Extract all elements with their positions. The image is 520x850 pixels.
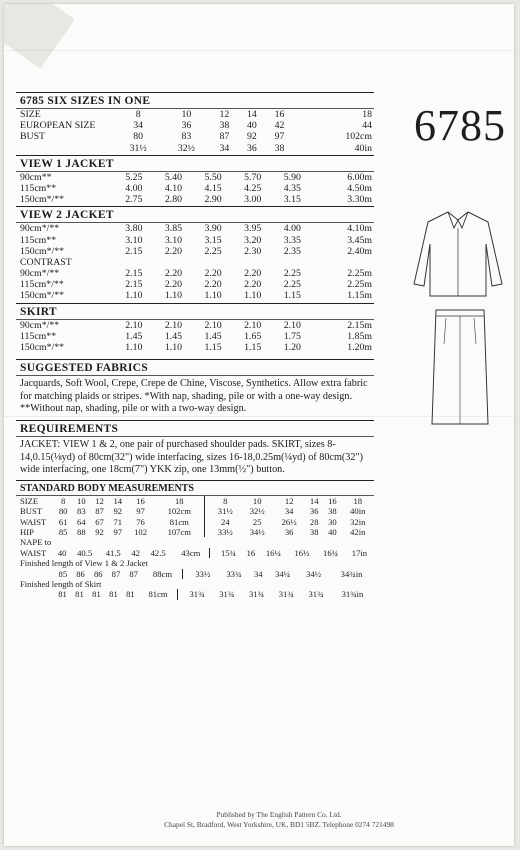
table-cell: 2.10 (204, 319, 222, 331)
publisher-line-2: Chapel St, Bradford, West Yorkshire, UK, BD1 5BZ. Telephone 0274 721498 (164, 820, 394, 829)
table-cell: 34¾in (340, 568, 363, 579)
table-row (16, 235, 374, 246)
table-cell: 83 (181, 131, 192, 143)
table-cell: 40.5 (77, 547, 93, 558)
table-row (16, 279, 374, 290)
table-cell: 61 (58, 516, 68, 527)
table-cell: 97 (113, 527, 123, 538)
skirt-sketch-icon (422, 304, 498, 434)
table-cell: 1.10 (125, 290, 143, 302)
table-cell: WAIST (20, 547, 47, 558)
table-cell (16, 569, 54, 579)
table-cell: 8 (135, 109, 141, 120)
publisher-info (134, 810, 424, 830)
table-cell: 31½ (129, 142, 147, 154)
table-cell: 34¼ (275, 568, 291, 579)
pattern-info-sheet (16, 92, 374, 600)
table-cell: 85 (58, 527, 68, 538)
fabrics-heading: SUGGESTED FABRICS (16, 359, 374, 376)
table-cell: 5.40 (164, 171, 183, 183)
table-cell: 10 (252, 495, 262, 506)
table-cell: 31¾ (249, 589, 265, 600)
table-cell: 10 (181, 109, 192, 120)
table-cell: 15¾ (220, 547, 236, 558)
table-cell: 2.10 (283, 319, 301, 331)
table-cell: 31¾ (219, 589, 235, 600)
table-row (16, 496, 374, 506)
table-cell: SIZE (20, 495, 39, 506)
table-cell: 150cm*/** (20, 342, 65, 354)
table-cell: 150cm*/** (20, 194, 65, 206)
torn-corner (4, 4, 75, 69)
table-cell: 2.25m (347, 268, 372, 280)
table-cell: 40in (354, 142, 372, 154)
table-cell: 31¾ (189, 589, 205, 600)
table-cell: 42 (131, 547, 140, 558)
table-cell: 1.65 (244, 330, 262, 342)
table-cell: 2.80 (164, 194, 183, 206)
table-cell: 81 (109, 589, 118, 600)
table-cell: 2.25 (283, 279, 301, 291)
table-cell: 18 (353, 495, 363, 506)
table-cell: 1.20 (283, 342, 301, 354)
publisher-line-1: Published by The English Pattern Co. Ltd. (216, 810, 342, 819)
table-cell: 42 (274, 120, 285, 132)
table-cell: 1.85m (347, 330, 372, 342)
view1-heading: VIEW 1 JACKET (16, 155, 374, 172)
table-cell: 4.10 (164, 183, 183, 195)
table-row (16, 527, 374, 537)
table-cell: 6.00m (347, 171, 372, 183)
table-cell: 2.75 (125, 194, 143, 206)
contrast-table (16, 268, 374, 302)
table-row (16, 246, 374, 257)
table-cell: 1.45 (204, 330, 222, 342)
table-cell: 115cm** (20, 330, 57, 342)
table-cell: 102 (134, 527, 147, 538)
table-row (16, 548, 374, 558)
table-cell: 97 (274, 131, 285, 143)
table-cell: 14 (113, 495, 123, 506)
table-cell: 4.25 (244, 183, 262, 195)
table-cell: 28 (309, 516, 319, 527)
table-cell: 150cm*/** (20, 245, 65, 257)
table-cell: 33½ (217, 527, 233, 538)
table-cell: 40 (57, 547, 67, 558)
table-cell: 115cm** (20, 183, 57, 195)
table-cell: 1.20m (347, 342, 372, 354)
table-cell: 3.30m (347, 194, 372, 206)
table-cell: 33¾ (226, 568, 242, 579)
table-cell: 1.75 (283, 330, 301, 342)
table-cell: 16 (274, 109, 285, 120)
table-cell: 2.20 (164, 245, 183, 257)
table-cell: 31¾ (278, 589, 294, 600)
table-cell: 16 (136, 495, 145, 506)
table-cell: 3.20 (244, 234, 262, 246)
table-cell: 38 (309, 527, 319, 538)
table-cell: 16 (328, 495, 337, 506)
table-cell: 33½ (195, 568, 211, 579)
table-cell: 40 (328, 527, 337, 538)
table-cell: 87 (129, 568, 138, 579)
table-cell: 16¼ (265, 547, 281, 558)
table-cell: 71 (113, 516, 123, 527)
table-cell: 4.10m (347, 223, 372, 235)
table-cell: 18 (174, 495, 184, 506)
table-cell: 92 (113, 506, 123, 517)
table-cell: 14 (309, 495, 319, 506)
table-cell: 1.10 (204, 290, 222, 302)
table-cell: 8 (60, 495, 66, 506)
table-cell: 5.50 (204, 171, 222, 183)
table-cell: 4.00 (283, 223, 301, 235)
table-cell: 3.10 (164, 234, 183, 246)
table-cell: 83 (77, 506, 86, 517)
table-cell: 36 (284, 527, 294, 538)
table-cell: 88 (77, 527, 86, 538)
table-row (16, 320, 374, 331)
table-cell: 87 (111, 568, 121, 579)
skirt-table (16, 320, 374, 354)
table-row (16, 143, 374, 154)
table-cell: 2.90 (204, 194, 222, 206)
table-cell: 16 (246, 547, 256, 558)
table-cell: 3.80 (125, 223, 143, 235)
table-cell: 107cm (167, 527, 191, 538)
table-cell (16, 589, 54, 599)
table-cell: 38 (219, 120, 230, 132)
table-cell: 2.30 (244, 245, 262, 257)
table-cell: 2.20 (164, 279, 183, 291)
measurements-table (16, 496, 374, 538)
table-row (16, 589, 374, 599)
table-cell: 2.20 (244, 279, 262, 291)
table-row (16, 290, 374, 301)
table-row (16, 194, 374, 205)
table-cell: 81 (92, 589, 101, 600)
table-cell: 2.40m (347, 245, 372, 257)
table-cell: 87 (219, 131, 230, 143)
nape-label: NAPE to (20, 537, 52, 548)
table-cell: 12 (219, 109, 230, 120)
jacket-length-label: Finished length of View 1 & 2 Jacket (20, 558, 148, 569)
table-row (16, 331, 374, 342)
table-row (16, 109, 374, 120)
table-cell: 2.15 (125, 268, 143, 280)
view2-heading: VIEW 2 JACKET (16, 206, 374, 223)
table-cell: 16½ (294, 547, 310, 558)
table-cell: HIP (20, 527, 34, 538)
table-cell: 5.70 (244, 171, 262, 183)
table-cell: WAIST (20, 516, 47, 527)
table-cell: 1.15 (244, 342, 262, 354)
table-cell: 92 (95, 527, 104, 538)
skirt-length-label: Finished length of Skirt (20, 579, 102, 590)
table-cell: 64 (77, 516, 86, 527)
table-cell: 32in (350, 516, 366, 527)
table-cell (16, 143, 114, 154)
table-cell: 12 (95, 495, 104, 506)
table-row (16, 506, 374, 516)
table-cell: 14 (247, 109, 257, 120)
table-cell: 38 (328, 506, 337, 517)
table-cell: 92 (247, 131, 257, 143)
table-cell: 1.45 (164, 330, 183, 342)
table-cell: BUST (20, 506, 42, 517)
pattern-envelope-back (4, 4, 514, 846)
table-cell: 2.20 (244, 268, 262, 280)
table-cell: 115cm*/** (20, 279, 64, 291)
table-cell: 76 (136, 516, 145, 527)
table-cell: 4.35 (283, 183, 301, 195)
fabrics-text: Jacquards, Soft Wool, Crepe, Crepe de Chine, Viscose, Synthetics. Allow extra fabric for matching plaids or stripes. *With nap, shading, pile or with a one-way design. **Without nap, shading, pile or with a two-way design. (20, 378, 368, 415)
table-row (16, 183, 374, 194)
table-row (16, 517, 374, 527)
table-cell: 34 (284, 506, 294, 517)
table-cell: 10 (77, 495, 86, 506)
table-cell: 3.90 (204, 223, 222, 235)
table-cell: 81 (58, 589, 67, 600)
table-cell: 31¾ (308, 589, 324, 600)
table-cell: 18 (362, 109, 372, 120)
table-cell: 86 (76, 568, 85, 579)
table-cell: 102cm (345, 131, 372, 143)
table-cell: 31½ (217, 506, 233, 517)
table-cell: 1.15 (204, 342, 222, 354)
table-cell: EUROPEAN SIZE (20, 120, 96, 132)
table-cell: 34 (253, 568, 263, 579)
table-row (16, 342, 374, 353)
table-cell: 81 (75, 589, 84, 600)
table-cell: 1.10 (164, 342, 183, 354)
table-cell: 34½ (306, 568, 322, 579)
contrast-label: CONTRAST (20, 257, 72, 269)
table-cell: 115cm** (20, 234, 57, 246)
table-cell: 1.45 (125, 330, 143, 342)
table-cell: 12 (284, 495, 294, 506)
table-cell: 2.15m (347, 319, 372, 331)
table-cell: 90cm** (20, 171, 52, 183)
table-cell: 36 (247, 142, 257, 154)
table-cell: 41.5 (105, 547, 121, 558)
table-cell: 24 (221, 516, 230, 527)
table-cell: 3.95 (244, 223, 262, 235)
table-cell: 5.25 (125, 171, 143, 183)
table-cell: 2.25 (204, 245, 222, 257)
table-cell: 44 (362, 120, 372, 132)
table-cell: 16¾ (323, 547, 339, 558)
table-cell: 3.10 (125, 234, 143, 246)
table-row (16, 223, 374, 234)
table-cell: 2.35 (283, 245, 301, 257)
table-cell: 4.00 (125, 183, 143, 195)
table-cell: 2.20 (204, 268, 222, 280)
table-cell: 81 (126, 589, 135, 600)
table-row (16, 569, 374, 579)
table-cell: 1.10 (164, 290, 183, 302)
table-cell: 17in (351, 547, 368, 558)
table-cell: 3.45m (347, 234, 372, 246)
table-cell: 5.90 (283, 171, 301, 183)
table-row (16, 172, 374, 183)
table-cell: 2.10 (164, 319, 183, 331)
table-cell: 85 (58, 568, 68, 579)
table-cell: 1.10 (125, 342, 143, 354)
table-cell: 88cm (152, 568, 172, 579)
table-cell: 32½ (249, 506, 265, 517)
jacket-sketch-icon (408, 204, 508, 304)
table-cell: 97 (136, 506, 145, 517)
table-cell: 2.20 (164, 268, 183, 280)
table-cell: 67 (95, 516, 104, 527)
table-cell: 34½ (249, 527, 265, 538)
table-cell: 2.25m (347, 279, 372, 291)
table-cell: 4.50m (347, 183, 372, 195)
table-cell: 3.15 (204, 234, 222, 246)
table-cell: 90cm*/** (20, 268, 60, 280)
table-cell: 42.5 (150, 547, 166, 558)
table-cell: 25 (252, 516, 262, 527)
requirements-heading: REQUIREMENTS (16, 420, 374, 437)
table-cell: 86 (93, 568, 103, 579)
table-cell: 87 (95, 506, 104, 517)
table-cell: 1.15m (347, 290, 372, 302)
table-row (16, 268, 374, 279)
nape-waist-table (16, 548, 374, 558)
table-cell: 90cm*/** (20, 223, 60, 235)
table-cell: 150cm*/** (20, 290, 65, 302)
table-cell: 2.10 (244, 319, 262, 331)
table-cell: 31¾in (341, 589, 364, 600)
sizes-table (16, 109, 374, 154)
table-cell: 80 (58, 506, 68, 517)
table-cell: 34 (133, 120, 144, 132)
table-cell: 40 (247, 120, 257, 132)
table-cell: 3.85 (164, 223, 183, 235)
table-cell: 36 (309, 506, 319, 517)
table-cell: 8 (223, 495, 228, 506)
table-cell: 1.15 (283, 290, 301, 302)
table-cell: 2.10 (125, 319, 143, 331)
table-cell: 4.15 (204, 183, 222, 195)
table-cell: 43cm (181, 547, 201, 558)
table-cell: 81cm (169, 516, 189, 527)
table-row (16, 131, 374, 142)
table-cell: 2.25 (283, 268, 301, 280)
table-cell: 2.15 (125, 245, 143, 257)
table-cell: 90cm*/** (20, 319, 60, 331)
view1-table (16, 172, 374, 206)
table-cell: 3.35 (283, 234, 301, 246)
table-cell: 32½ (177, 142, 195, 154)
table-cell: BUST (20, 131, 46, 143)
table-cell: 2.15 (125, 279, 143, 291)
table-cell: 42in (350, 527, 366, 538)
skirt-heading: SKIRT (16, 303, 374, 320)
requirements-text: JACKET: VIEW 1 & 2, one pair of purchased shoulder pads. SKIRT, sizes 8-14,0.15(⅛yd) of 80cm(32") wide interfacing, sizes 16-18,0.25m(¼yd) of 80cm(32") wide interfacing, one 18cm(7") YKK zip, one 13mm(½") button. (20, 439, 364, 476)
table-cell: 34 (219, 142, 230, 154)
table-cell: 81cm (148, 589, 168, 600)
table-cell: 2.20 (204, 279, 222, 291)
view2-table (16, 223, 374, 257)
skirt-length-table (16, 589, 374, 599)
pattern-number: 6785 (414, 101, 506, 150)
table-cell: 38 (274, 142, 285, 154)
table-cell: 36 (181, 120, 192, 132)
table-cell: 1.10 (244, 290, 262, 302)
title-header: 6785 SIX SIZES IN ONE (16, 92, 374, 109)
table-row (16, 120, 374, 131)
table-cell: 80 (133, 131, 144, 143)
table-cell: 3.00 (244, 194, 262, 206)
table-cell: 102cm (167, 506, 191, 517)
table-cell: SIZE (20, 109, 41, 120)
table-cell: 30 (328, 516, 337, 527)
measurements-heading: STANDARD BODY MEASUREMENTS (16, 480, 374, 496)
table-cell: 26½ (281, 516, 297, 527)
jacket-length-table (16, 569, 374, 579)
table-cell: 3.15 (283, 194, 301, 206)
table-cell: 40in (350, 506, 366, 517)
